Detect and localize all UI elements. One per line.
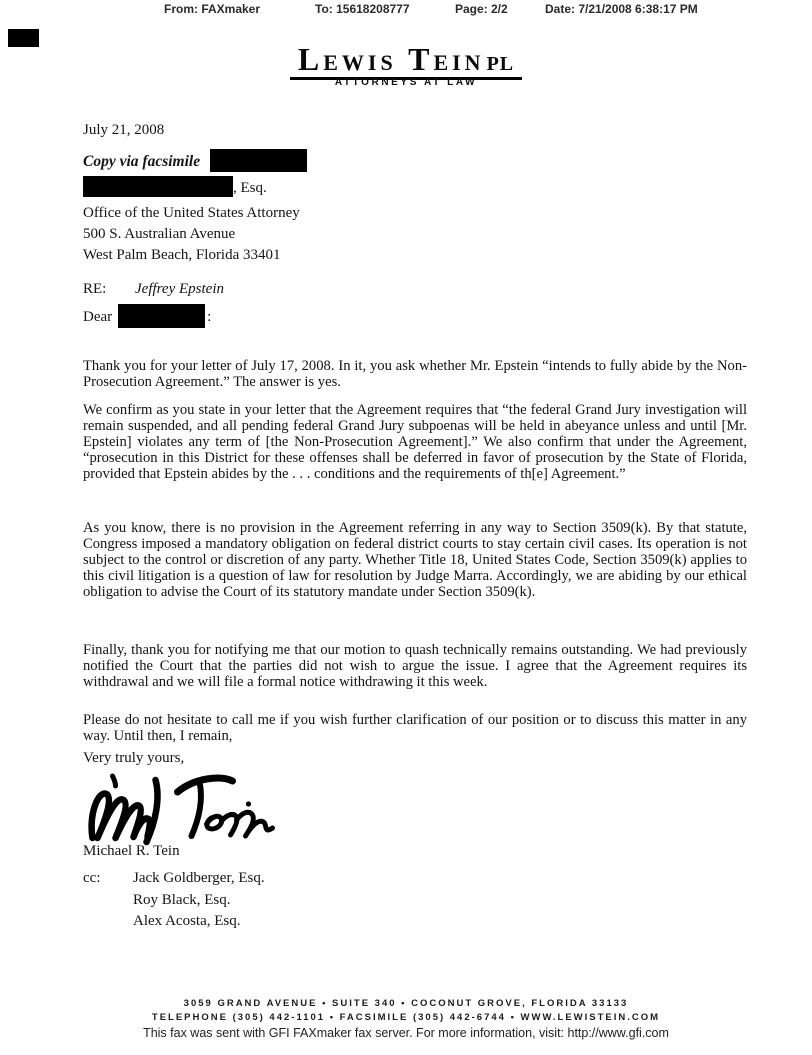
delivery-method-text: Copy via facsimile [83,153,201,170]
firm-name-text: Lewis Tein [297,41,485,77]
redaction-box [118,304,205,328]
cc-name: Jack Goldberger, Esq. [133,870,265,886]
firm-name [290,43,522,80]
footer-contact: TELEPHONE (305) 442-1101 • FACSIMILE (305) 442-6744 • WWW.LEWISTEIN.COM [151,1012,661,1023]
cc-block [83,868,265,933]
fax-to: To: 15618208777 [315,2,410,16]
cc-names [133,868,265,933]
salutation-prefix: Dear [83,309,113,325]
redaction-box [83,176,233,197]
salutation-suffix: : [207,309,212,325]
address-line: Office of the United States Attorney [83,205,300,221]
re-line [83,281,224,298]
cc-name: Alex Acosta, Esq. [133,913,241,929]
fax-from: From: FAXmaker [164,2,261,16]
delivery-method-line [83,149,307,172]
cc-name: Roy Black, Esq. [133,891,231,908]
recipient-address [83,203,300,266]
fax-date: Date: 7/21/2008 6:38:17 PM [545,2,698,16]
salutation-line [83,304,211,328]
address-line: West Palm Beach, Florida 33401 [83,247,281,263]
signer-name: Michael R. Tein [83,843,180,859]
firm-tagline: ATTORNEYS AT LAW [334,76,478,88]
fax-page-count: Page: 2/2 [455,2,508,16]
body-paragraph: Please do not hesitate to call me if you wish further clarification of our position or to discuss this matter in any way. Until then, I remain, [83,711,747,744]
re-label: RE: [83,281,107,297]
re-subject: Jeffrey Epstein [135,281,224,297]
firm-suffix: PL [486,53,515,75]
footer-address: 3059 GRAND AVENUE • SUITE 340 • COCONUT GROVE, FLORIDA 33133 [183,998,629,1009]
address-line: 500 S. Australian Avenue [83,226,236,242]
cc-label: cc: [83,870,101,886]
letterhead [0,43,812,88]
recipient-suffix: , Esq. [233,180,267,196]
body-paragraph: As you know, there is no provision in the Agreement referring in any way to Section 3509(k). By that statute, Congress imposed a mandatory obligation on federal district courts to stay certain civil cases. Its operation is not subject to the control or discretion of any party. Whether Title 18, United States Code, Section 3509(k) applies to this civil litigation is a question of law for resolution by Judge Marra. Accordingly, we are abiding by our ethical obligation to advise the Court of its statutory mandate under Section 3509(k). [83,519,747,601]
body-paragraph: We confirm as you state in your letter that the Agreement requires that “the federal Grand Jury investigation will remain suspended, and all pending federal Grand Jury subpoenas will be held in abeyance unless and until [Mr. Epstein] violates any term of [the Non-Prosecution Agreement].” We also confirm that under the Agreement, “prosecution in this District for these offenses shall be deferred in favor of prosecution by the State of Florida, provided that Epstein abides by the . . . conditions and the requirements of th[e] Agreement.” [83,401,747,483]
redaction-box [210,149,307,172]
letter-date: July 21, 2008 [83,122,165,138]
footer-fax-notice: This fax was sent with GFI FAXmaker fax server. For more information, visit: http://www.gfi.com [143,1026,669,1040]
recipient-name-line [83,176,267,197]
body-paragraph: Finally, thank you for notifying me that our motion to quash technically remains outstanding. We had previously notified the Court that the parties did not wish to argue the issue. I agree that the Agreement requires its withdrawal and we will file a formal notice withdrawing it this week. [83,641,747,690]
closing-line: Very truly yours, [83,750,185,766]
body-paragraph: Thank you for your letter of July 17, 2008. In it, you ask whether Mr. Epstein “intends to fully abide by the Non-Prosecution Agreement.” The answer is yes. [83,357,747,390]
